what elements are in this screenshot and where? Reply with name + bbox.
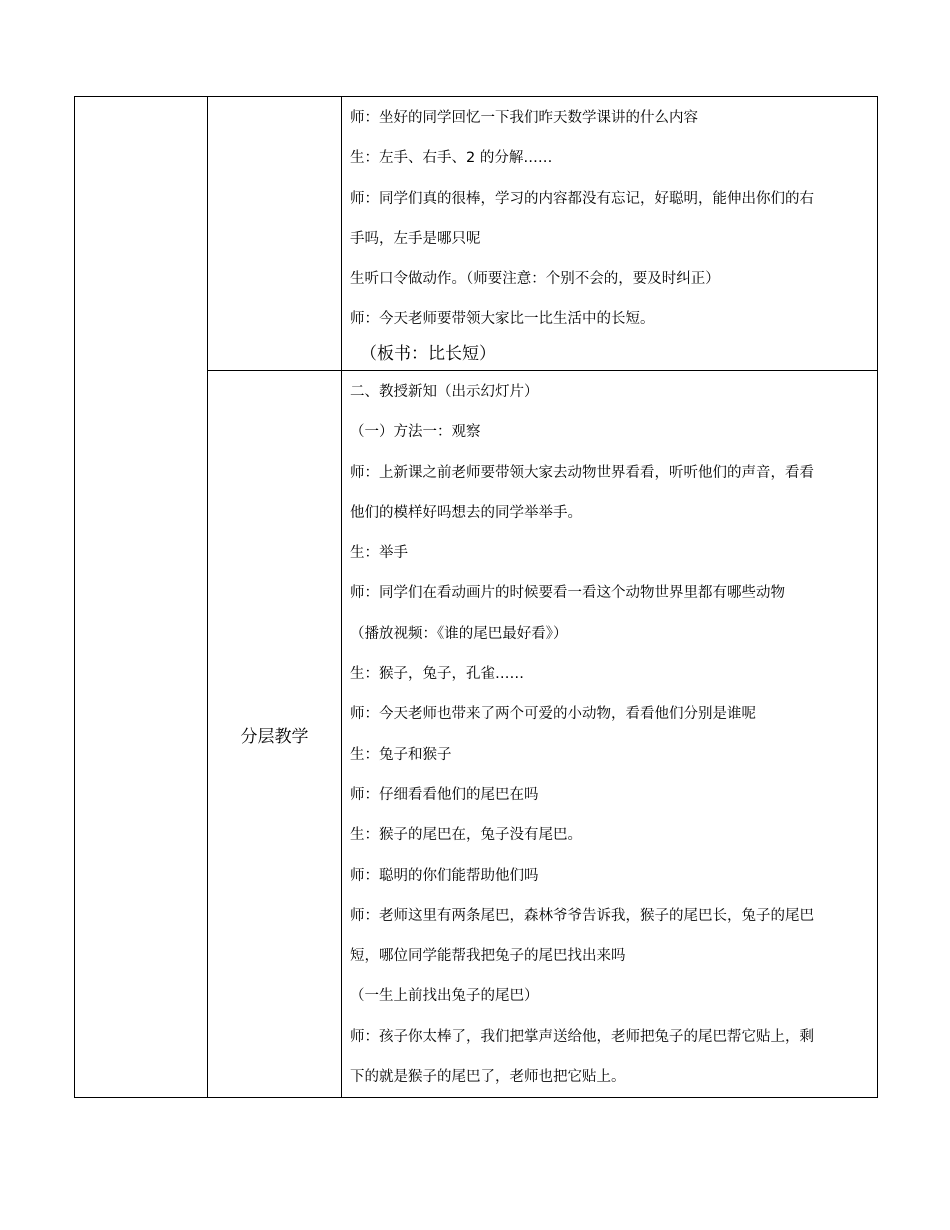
content-line: （一生上前找出兔子的尾巴） [350, 988, 539, 1005]
content-line: 短，哪位同学能帮我把兔子的尾巴找出来吗 [350, 948, 626, 965]
content-line: 师：今天老师要带领大家比一比生活中的长短。 [350, 311, 655, 328]
content-line: 师：同学们在看动画片的时候要看一看这个动物世界里都有哪些动物 [350, 585, 785, 602]
content-line: （播放视频：《谁的尾巴最好看》） [350, 625, 568, 642]
content-line: 生：猴子，兔子，孔雀…… [350, 666, 524, 683]
content-line: （一）方法一：观察 [350, 424, 481, 441]
content-line: 生听口令做动作。（师要注意：个别不会的，要及时纠正） [350, 271, 720, 288]
content-line: 师：孩子你太棒了，我们把掌声送给他，老师把兔子的尾巴帮它贴上，剩 [350, 1028, 814, 1045]
content-cell [342, 97, 878, 371]
content-line: 生：举手 [350, 545, 408, 562]
content-line: 生：猴子的尾巴在，兔子没有尾巴。 [350, 827, 582, 844]
content-line: 师：仔细看看他们的尾巴在吗 [350, 786, 539, 803]
content-line: 下的就是猴子的尾巴了，老师也把它贴上。 [350, 1069, 626, 1086]
content-line: 生：兔子和猴子 [350, 746, 452, 763]
stage-cell: 分层教学 [208, 371, 342, 1098]
section-cell [75, 97, 208, 1098]
blackboard-note: （板书：比长短） [360, 343, 496, 364]
stage-cell-empty [208, 97, 342, 371]
table-row [75, 97, 878, 371]
content-line: 师：今天老师也带来了两个可爱的小动物，看看他们分别是谁呢 [350, 706, 756, 723]
content-line: 生：左手、右手、2 的分解…… [350, 150, 553, 167]
content-line: 师：老师这里有两条尾巴，森林爷爷告诉我，猴子的尾巴长，兔子的尾巴 [350, 907, 814, 924]
content-line: 二、教授新知（出示幻灯片） [350, 384, 539, 400]
content-line: 师：坐好的同学回忆一下我们昨天数学课讲的什么内容 [350, 110, 698, 126]
lesson-plan-table [74, 96, 878, 1098]
content-line: 师：同学们真的很棒，学习的内容都没有忘记，好聪明，能伸出你们的右 [350, 190, 814, 207]
content-line: 师：聪明的你们能帮助他们吗 [350, 867, 539, 884]
content-cell [342, 371, 878, 1098]
content-line: 师：上新课之前老师要带领大家去动物世界看看，听听他们的声音，看看 [350, 464, 814, 481]
content-line: 他们的模样好吗想去的同学举举手。 [350, 504, 582, 521]
content-line: 手吗，左手是哪只呢 [350, 230, 481, 247]
